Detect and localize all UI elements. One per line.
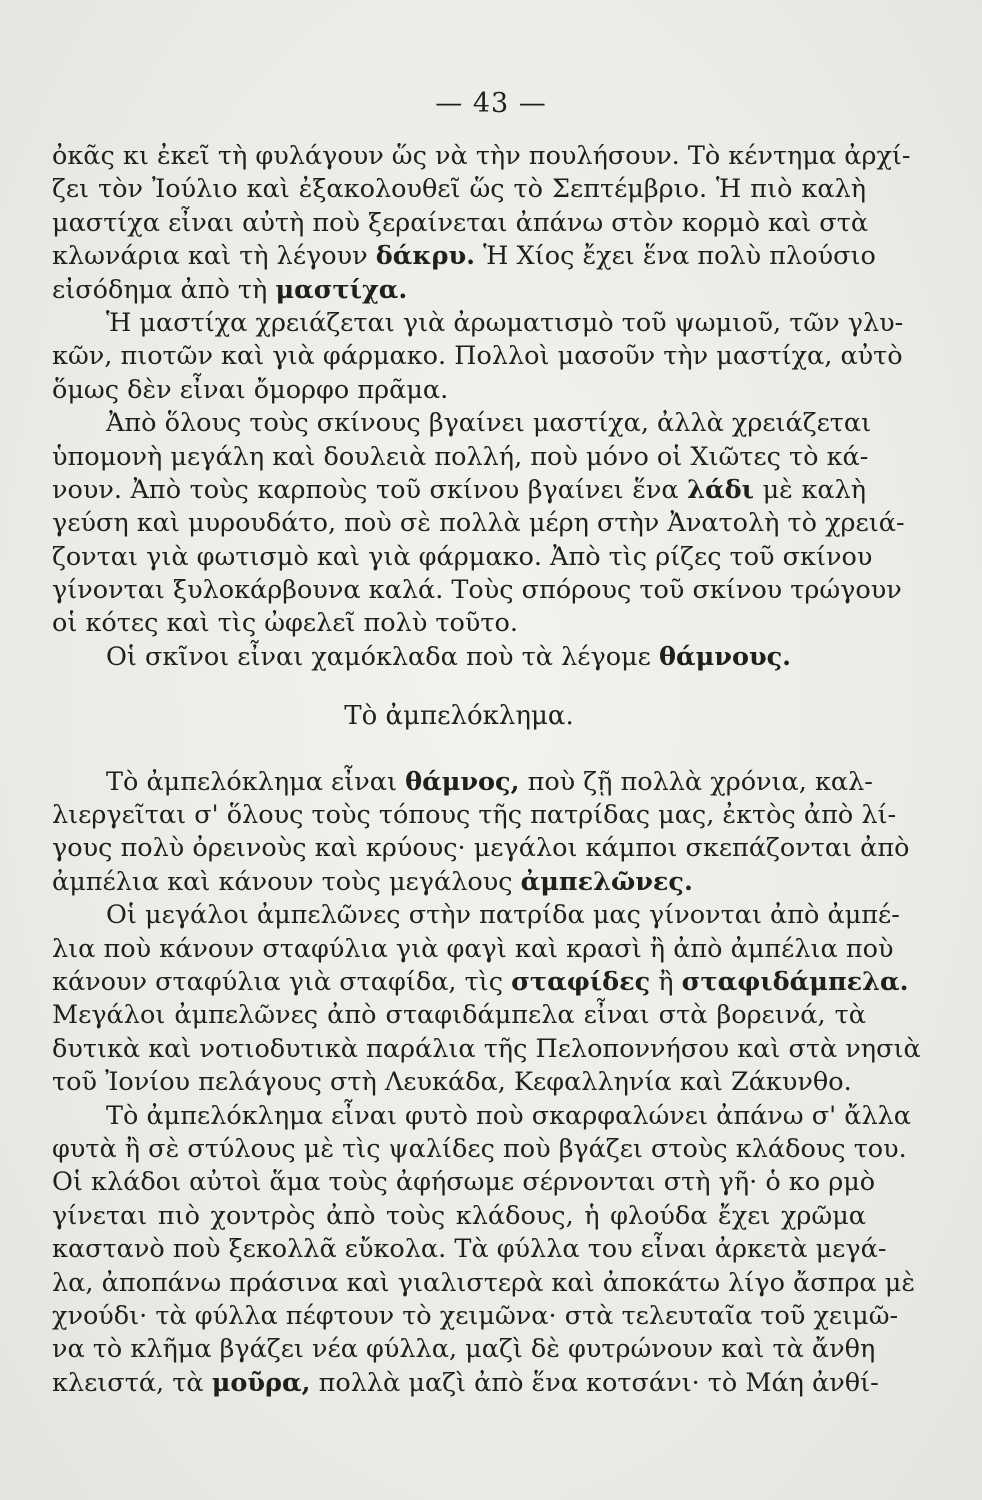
text-line: νουν. Ἀπὸ τοὺς καρποὺς τοῦ σκίνου βγαίνει ἕνα λάδι μὲ καλὴ [52, 474, 866, 505]
text-line: ὑπομονὴ μεγάλη καὶ δουλειὰ πολλή, ποὺ μόνο οἱ Χιῶτες τὸ κά- [52, 441, 869, 472]
text-line: γίνεται πιὸ χοντρὸς ἀπὸ τοὺς κλάδους, ἡ φλούδα ἔχει χρῶμα [52, 1200, 866, 1231]
bold-term: σταφιδάμπελα. [681, 966, 909, 997]
text-line: Μεγάλοι ἀμπελῶνες ἀπὸ σταφιδάμπελα εἶναι στὰ βορεινά, τὰ [52, 1000, 866, 1031]
text-line: ζονται γιὰ φωτισμὸ καὶ γιὰ φάρμακο. Ἀπὸ τὶς ρίζες τοῦ σκίνου [52, 541, 873, 572]
bold-term: θάμνους. [658, 641, 792, 672]
text-line: ὅμως δὲν εἶναι ὄμορφο πρᾶμα. [52, 374, 449, 405]
text-line: λιεργεῖται σ' ὅλους τοὺς τόπους τῆς πατρίδας μας, ἐκτὸς ἀπὸ λί- [52, 800, 897, 831]
text-line: τοῦ Ἰονίου πελάγους στὴ Λευκάδα, Κεφαλληνία καὶ Ζάκυνθο. [52, 1067, 852, 1098]
bold-term: θάμνος, [405, 766, 520, 797]
text-line: χνούδι· τὰ φύλλα πέφτουν τὸ χειμῶνα· στὰ τελευταῖα τοῦ χειμῶ- [52, 1300, 899, 1331]
text-line: ζει τὸν Ἰούλιο καὶ ἐξακολουθεῖ ὥς τὸ Σεπτέμβριο. Ἡ πιὸ καλὴ [52, 174, 866, 205]
text-line: εἰσόδημα ἀπὸ τὴ μαστίχα. [52, 274, 408, 305]
text-line: Οἱ μεγάλοι ἀμπελῶνες στὴν πατρίδα μας γίνονται ἀπὸ ἀμπέ- [106, 900, 900, 931]
text-line: λια ποὺ κάνουν σταφύλια γιὰ φαγὶ καὶ κρασὶ ἢ ἀπὸ ἀμπέλια ποὺ [52, 933, 894, 964]
text-line: γίνονται ξυλοκάρβουνα καλά. Τοὺς σπόρους τοῦ σκίνου τρώγουν [52, 575, 902, 606]
text-line: Οἱ σκῖνοι εἶναι χαμόκλαδα ποὺ τὰ λέγομε θάμνους. [106, 641, 792, 672]
section-heading: Τὸ ἀμπελόκλημα. [344, 701, 574, 732]
text-line: καστανὸ ποὺ ξεκολλᾶ εὔκολα. Τὰ φύλλα του εἶναι ἀρκετὰ μεγά- [52, 1234, 887, 1265]
body-text [52, 140, 921, 1400]
text-line: ἀμπέλια καὶ κάνουν τοὺς μεγάλους ἀμπελῶνες. [52, 866, 693, 897]
bold-term: σταφίδες [511, 966, 651, 997]
text-line: Ἡ μαστίχα χρειάζεται γιὰ ἀρωματισμὸ τοῦ ψωμιοῦ, τῶν γλυ- [106, 307, 904, 338]
text-line: Οἱ κλάδοι αὐτοὶ ἅμα τοὺς ἀφήσωμε σέρνονται στὴ γῆ· ὁ κο ρμὸ [52, 1167, 876, 1198]
text-line: γεύση καὶ μυρουδάτο, ποὺ σὲ πολλὰ μέρη στὴν Ἀνατολὴ τὸ χρειά- [52, 508, 905, 539]
bold-term: λάδι [687, 474, 755, 505]
text-line: κῶν, πιοτῶν καὶ γιὰ φάρμακο. Πολλοὶ μασοῦν τὴν μαστίχα, αὐτὸ [52, 341, 903, 372]
text-line: δυτικὰ καὶ νοτιοδυτικὰ παράλια τῆς Πελοποννήσου καὶ στὰ νησιὰ [52, 1033, 921, 1064]
text-line: να τὸ κλῆμα βγάζει νέα φύλλα, μαζὶ δὲ φυτρώνουν καὶ τὰ ἄνθη [52, 1334, 876, 1365]
text-line: λα, ἀποπάνω πράσινα καὶ γιαλιστερὰ καὶ ἀποκάτω λίγο ἄσπρα μὲ [52, 1267, 916, 1298]
text-line: κλωνάρια καὶ τὴ λέγουν δάκρυ. Ἡ Χίος ἔχει ἕνα πολὺ πλούσιο [52, 241, 876, 272]
bold-term: δάκρυ. [375, 241, 476, 272]
text-line: οἱ κότες καὶ τὶς ὠφελεῖ πολὺ τοῦτο. [52, 608, 518, 639]
text-line: κλειστά, τὰ μοῦρα, πολλὰ μαζὶ ἀπὸ ἕνα κοτσάνι· τὸ Μάη ἀνθί- [52, 1367, 879, 1398]
text-line: φυτὰ ἢ σὲ στύλους μὲ τὶς ψαλίδες ποὺ βγάζει στοὺς κλάδους του. [52, 1133, 907, 1164]
bold-term: μοῦρα, [211, 1367, 311, 1398]
text-line: Τὸ ἀμπελόκλημα εἶναι φυτὸ ποὺ σκαρφαλώνει ἀπάνω σ' ἄλλα [106, 1100, 911, 1131]
text-line: μαστίχα εἶναι αὐτὴ ποὺ ξεραίνεται ἀπάνω στὸν κορμὸ καὶ στὰ [52, 207, 869, 238]
page-number: — 43 — [435, 88, 547, 119]
text-line: γους πολὺ ὀρεινοὺς καὶ κρύους· μεγάλοι κάμποι σκεπάζονται ἀπὸ [52, 833, 910, 864]
text-line: Τὸ ἀμπελόκλημα εἶναι θάμνος, ποὺ ζῇ πολλὰ χρόνια, καλ- [106, 766, 873, 797]
text-line: Ἀπὸ ὅλους τοὺς σκίνους βγαίνει μαστίχα, ἀλλὰ χρειάζεται [106, 408, 872, 439]
bold-term: ἀμπελῶνες. [520, 866, 693, 897]
text-line: κάνουν σταφύλια γιὰ σταφίδα, τὶς σταφίδες ἢ σταφιδάμπελα. [52, 966, 909, 997]
bold-term: μαστίχα. [275, 274, 408, 305]
text-line: ὀκᾶς κι ἐκεῖ τὴ φυλάγουν ὥς νὰ τὴν πουλήσουν. Τὸ κέντημα ἀρχί- [52, 141, 911, 171]
